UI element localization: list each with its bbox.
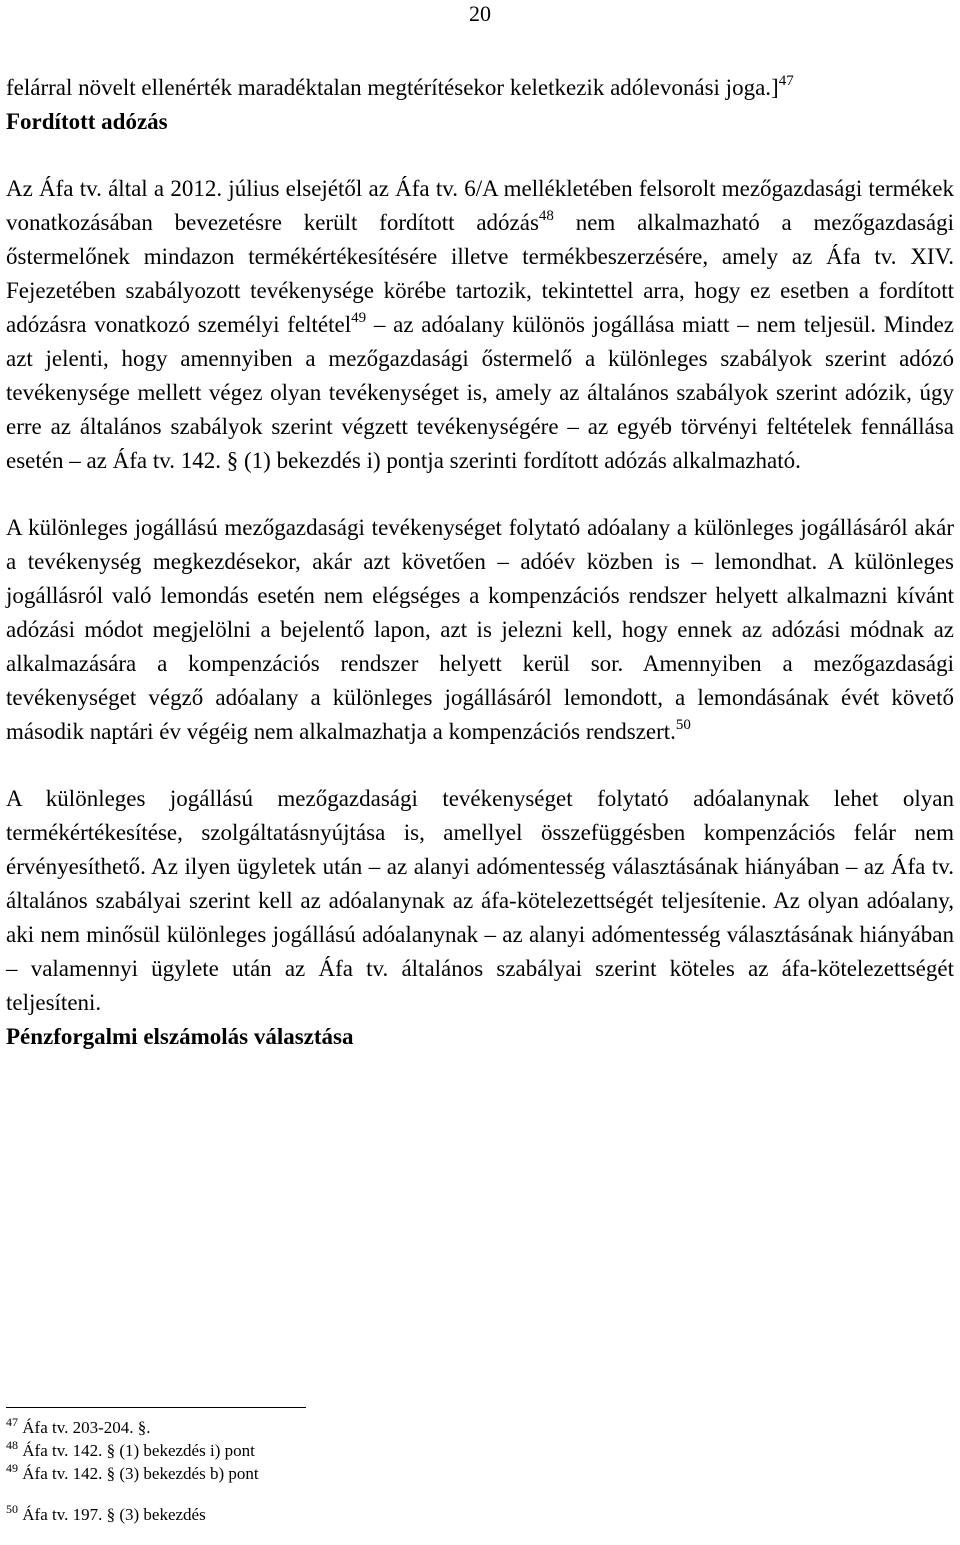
document-body [6,71,954,1054]
footnote-text: Áfa tv. 142. § (3) bekezdés b) pont [18,1464,259,1483]
footnote-separator [6,1407,306,1408]
footnote-text: Áfa tv. 197. § (3) bekezdés [18,1505,206,1524]
footnote-50 [6,1503,606,1526]
paragraph-forditott-adozas [6,172,954,478]
footnote-48 [6,1439,606,1462]
paragraph-text: A különleges jogállású mezőgazdasági tevékenységet folytató adóalany a különleges jogállásáról akár a tevékenység megkezdésekor, akár azt követően – adóév közben is – lemondhat. A különleges jogállásról való lemondás esetén nem elégséges a kompenzációs rendszer helyett alkalmazni kívánt adózási módot megjelölni a bejelentő lapon, azt is jelezni kell, hogy ennek az adózási módnak az alkalmazására a kompenzációs rendszer helyett kerül sor. Amennyiben a mezőgazdasági tevékenységet végző adóalany a különleges jogállásáról lemondott, a lemondásának évét követő második naptári év végéig nem alkalmazhatja a kompenzációs rendszert. [6,515,954,744]
paragraph-text: felárral növelt ellenérték maradéktalan megtérítésekor keletkezik adólevonási joga.] [6,75,779,100]
footnote-text: Áfa tv. 203-204. §. [18,1418,151,1437]
footnote-number: 48 [6,1438,18,1452]
footnote-text: Áfa tv. 142. § (1) bekezdés i) pont [18,1441,255,1460]
footnote-number: 50 [6,1502,18,1516]
footnotes-area [6,1407,606,1526]
paragraph-text: nem alkalmazható a mezőgazdasági őstermelőnek mindazon termékértékesítésére illetve termékbeszerzésére, amely az Áfa tv. XIV. Fejezetében szabályozott tevékenysége körébe tartozik, tekintettel arra, hogy ez esetben a fordított adózásra vonatkozó személyi feltétel [6,210,954,337]
paragraph-text: – az adóalany különös jogállása miatt – nem teljesül. Mindez azt jelenti, hogy amennyiben a mezőgazdasági őstermelő a különleges szabályok szerint adózó tevékenysége mellett végez olyan tevékenységet is, amely az általános szabályok szerint adózik, úgy erre az általános szabályok szerint végzett tevékenységére – az egyéb törvényi feltételek fennállása esetén – az Áfa tv. 142. § (1) bekezdés i) pontja szerinti fordított adózás alkalmazható. [6,312,955,473]
paragraph-text: A különleges jogállású mezőgazdasági tevékenységet folytató adóalanynak lehet olyan termékértékesítése, szolgáltatásnyújtása is, amellyel összefüggésben kompenzációs felár nem érvényesíthető. Az ilyen ügyletek után – az alanyi adómentesség választásának hiányában – az Áfa tv. általános szabályai szerint kell az adóalanynak az áfa-kötelezettségét teljesítenie. Az olyan adóalany, aki nem minősül különleges jogállású adóalanynak – az alanyi adómentesség választásának hiányában – valamennyi ügylete után az Áfa tv. általános szabályai szerint köteles az áfa-kötelezettségét teljesíteni. [6,786,954,1015]
page-number: 20 [469,1,491,26]
section-heading-penzforgalmi: Pénzforgalmi elszámolás választása [6,1024,354,1049]
footnote-47 [6,1416,606,1439]
footnote-49 [6,1462,606,1485]
footnote-number: 49 [6,1461,18,1475]
footnote-ref-47[interactable]: 47 [778,73,794,89]
footnote-ref-49[interactable]: 49 [351,310,367,326]
paragraph-text: Az Áfa tv. által a 2012. július elsejétől az Áfa tv. 6/A mellékletében felsorolt mezőgazdasági termékek vonatkozásában bevezetésre került fordított adózás [6,176,954,235]
section-heading-forditott-adozas: Fordított adózás [6,109,168,134]
footnote-number: 47 [6,1415,18,1429]
paragraph-lemondas [6,511,954,749]
paragraph-continuation [6,71,954,105]
paragraph-kompenzacios-felar [6,782,954,1020]
footnote-ref-50[interactable]: 50 [675,717,691,733]
footnote-ref-48[interactable]: 48 [538,208,554,224]
